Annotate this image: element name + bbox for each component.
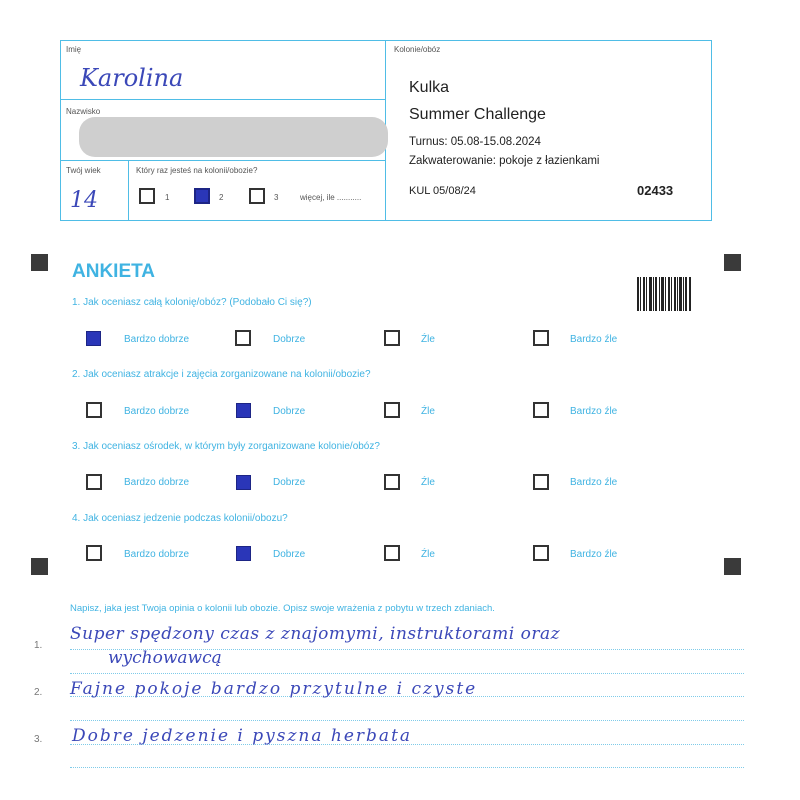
q2-label-bardzo-zle: Bardzo źle — [570, 406, 618, 417]
answer-line-3b — [70, 767, 744, 768]
q4-label-bardzo-dobrze: Bardzo dobrze — [124, 549, 190, 560]
ktory-raz-option-3: 3 — [274, 193, 279, 202]
q4-checkbox-bardzo-dobrze[interactable] — [86, 545, 102, 561]
wiecej-label: więcej, ile ........... — [300, 193, 362, 202]
zakwaterowanie: Zakwaterowanie: pokoje z łazienkami — [409, 155, 600, 167]
q4-checkbox-bardzo-zle[interactable] — [533, 545, 549, 561]
q1-label-dobrze: Dobrze — [273, 334, 306, 345]
answer-1-text[interactable]: Super spędzony czas z znajomymi, instruktorami oraz — [70, 624, 561, 644]
q4-label-zle: Źle — [421, 549, 435, 560]
q2-checkbox-bardzo-zle[interactable] — [533, 402, 549, 418]
line-number-2: 2. — [34, 687, 43, 698]
q4-label-dobrze: Dobrze — [273, 549, 306, 560]
q1-checkbox-zle[interactable] — [384, 330, 400, 346]
line-number-1: 1. — [34, 640, 43, 651]
ktory-raz-option-1: 1 — [165, 193, 170, 202]
q1-checkbox-dobrze[interactable] — [235, 330, 251, 346]
registration-marker-top-left — [31, 254, 48, 271]
q3-label-bardzo-zle: Bardzo źle — [570, 477, 618, 488]
divider-surname — [60, 160, 386, 161]
answer-line-1b — [70, 673, 744, 674]
q2-label-dobrze: Dobrze — [273, 406, 306, 417]
q3-label-bardzo-dobrze: Bardzo dobrze — [124, 477, 190, 488]
camp-name: Kulka — [409, 79, 450, 96]
answer-3-text[interactable]: Dobre jedzenie i pyszna herbata — [72, 726, 413, 746]
barcode — [637, 277, 691, 311]
camp-code: KUL 05/08/24 — [409, 185, 476, 197]
ktory-raz-checkbox-3[interactable] — [249, 188, 265, 204]
q3-checkbox-dobrze[interactable] — [236, 475, 251, 490]
divider-name — [60, 99, 386, 100]
q2-checkbox-dobrze[interactable] — [236, 403, 251, 418]
turnus: Turnus: 05.08-15.08.2024 — [409, 136, 541, 148]
imie-value[interactable]: Karolina — [80, 64, 184, 92]
q3-checkbox-zle[interactable] — [384, 474, 400, 490]
q2-checkbox-zle[interactable] — [384, 402, 400, 418]
q2-checkbox-bardzo-dobrze[interactable] — [86, 402, 102, 418]
q3-checkbox-bardzo-dobrze[interactable] — [86, 474, 102, 490]
registration-marker-top-right — [724, 254, 741, 271]
answer-1-continuation[interactable]: wychowawcą — [108, 648, 222, 668]
ktory-raz-option-2: 2 — [219, 193, 224, 202]
q1-label-bardzo-dobrze: Bardzo dobrze — [124, 334, 190, 345]
survey-title: ANKIETA — [72, 261, 156, 282]
registration-marker-bottom-right — [724, 558, 741, 575]
q4-checkbox-zle[interactable] — [384, 545, 400, 561]
q3-checkbox-bardzo-zle[interactable] — [533, 474, 549, 490]
q2-label-bardzo-dobrze: Bardzo dobrze — [124, 406, 190, 417]
barcode-graphic — [637, 277, 691, 311]
ktory-raz-checkbox-2[interactable] — [194, 188, 210, 204]
nazwisko-label: Nazwisko — [66, 107, 101, 116]
q3-label-zle: Źle — [421, 477, 435, 488]
ktory-raz-label: Który raz jesteś na kolonii/obozie? — [136, 166, 258, 175]
ktory-raz-checkbox-1[interactable] — [139, 188, 155, 204]
question-1-text: 1. Jak oceniasz całą kolonię/obóz? (Podobało Ci się?) — [72, 297, 312, 308]
question-2-text: 2. Jak oceniasz atrakcje i zajęcia zorganizowane na kolonii/obozie? — [72, 369, 371, 380]
imie-label: Imię — [66, 45, 82, 54]
q1-checkbox-bardzo-dobrze[interactable] — [86, 331, 101, 346]
q3-label-dobrze: Dobrze — [273, 477, 306, 488]
q2-label-zle: Źle — [421, 406, 435, 417]
q4-label-bardzo-zle: Bardzo źle — [570, 549, 618, 560]
kolonie-label: Kolonie/obóz — [394, 45, 441, 54]
answer-2-text[interactable]: Fajne pokoje bardzo przytulne i czyste — [70, 679, 478, 699]
form-number: 02433 — [637, 183, 674, 198]
answer-line-2b — [70, 720, 744, 721]
question-3-text: 3. Jak oceniasz ośrodek, w którym były zorganizowane kolonie/obóz? — [72, 441, 380, 452]
wiek-label: Twój wiek — [66, 166, 101, 175]
nazwisko-redaction — [79, 117, 388, 157]
question-4-text: 4. Jak oceniasz jedzenie podczas kolonii/obozu? — [72, 513, 288, 524]
registration-marker-bottom-left — [31, 558, 48, 575]
q4-checkbox-dobrze[interactable] — [236, 546, 251, 561]
divider-age — [128, 160, 129, 221]
q1-label-bardzo-zle: Bardzo źle — [570, 334, 618, 345]
q1-checkbox-bardzo-zle[interactable] — [533, 330, 549, 346]
q1-label-zle: Źle — [421, 334, 435, 345]
opinion-prompt: Napisz, jaka jest Twoja opinia o kolonii lub obozie. Opisz swoje wrażenia z pobytu w trzech zdaniach. — [70, 603, 495, 614]
camp-program: Summer Challenge — [409, 106, 546, 123]
line-number-3: 3. — [34, 734, 43, 745]
wiek-value[interactable]: 14 — [70, 188, 98, 213]
